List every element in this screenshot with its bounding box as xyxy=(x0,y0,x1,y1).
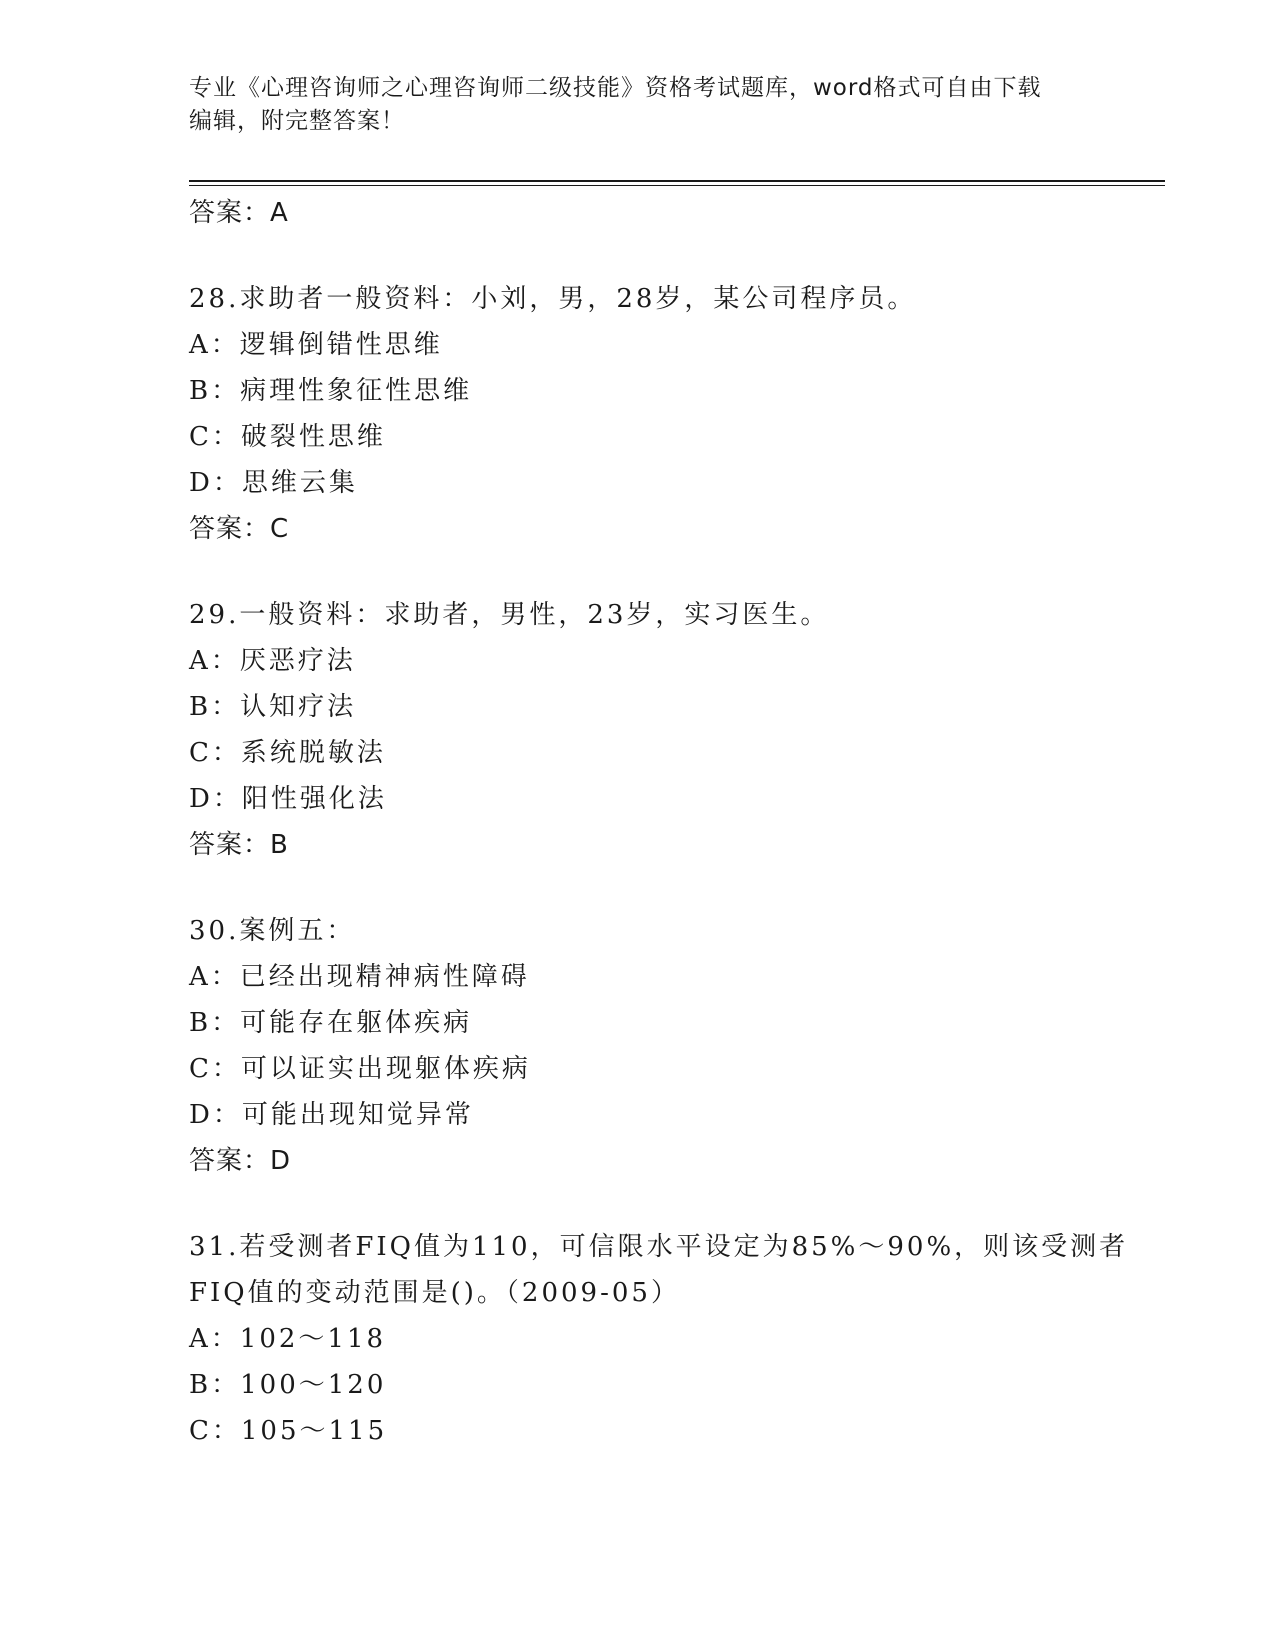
question-stem: 28.求助者一般资料：小刘，男，28岁，某公司程序员。 xyxy=(189,284,917,314)
question-stem-line-2: FIQ值的变动范围是()。（2009-05） xyxy=(189,1278,680,1308)
header-line-2: 编辑，附完整答案！ xyxy=(189,108,405,134)
question-28 xyxy=(189,276,1089,552)
option-b: B：100～120 xyxy=(189,1370,387,1400)
header-divider-thin xyxy=(189,185,1165,186)
option-a: A：102～118 xyxy=(189,1324,387,1354)
question-30 xyxy=(189,908,1089,1184)
option-a: A：已经出现精神病性障碍 xyxy=(189,962,530,992)
answer-line: 答案：B xyxy=(189,830,289,860)
option-c: C：可以证实出现躯体疾病 xyxy=(189,1054,531,1084)
question-stem: 29.一般资料：求助者，男性，23岁，实习医生。 xyxy=(189,600,830,630)
option-b: B：可能存在躯体疾病 xyxy=(189,1008,473,1038)
option-d: D：阳性强化法 xyxy=(189,784,387,814)
header-divider-thick xyxy=(189,180,1165,182)
question-stem: 30.案例五： xyxy=(189,916,356,946)
option-d: D：思维云集 xyxy=(189,468,358,498)
option-a: A：厌恶疗法 xyxy=(189,646,356,676)
answer-line: 答案：A xyxy=(189,198,289,228)
option-c: C：破裂性思维 xyxy=(189,422,386,452)
option-b: B：认知疗法 xyxy=(189,692,357,722)
option-b: B：病理性象征性思维 xyxy=(189,376,473,406)
option-a: A：逻辑倒错性思维 xyxy=(189,330,443,360)
answer-line: 答案：D xyxy=(189,1146,292,1176)
option-d: D：可能出现知觉异常 xyxy=(189,1100,474,1130)
document-header xyxy=(189,72,1089,138)
answer-line: 答案：C xyxy=(189,514,290,544)
question-stem-line-1: 31.若受测者FIQ值为110，可信限水平设定为85%～90%，则该受测者 xyxy=(189,1232,1129,1262)
option-c: C：105～115 xyxy=(189,1416,388,1446)
header-line-1: 专业《心理咨询师之心理咨询师二级技能》资格考试题库，word格式可自由下载 xyxy=(189,75,1042,101)
document-body xyxy=(189,190,1129,1494)
question-31 xyxy=(189,1224,1129,1454)
option-c: C：系统脱敏法 xyxy=(189,738,386,768)
question-29 xyxy=(189,592,1089,868)
